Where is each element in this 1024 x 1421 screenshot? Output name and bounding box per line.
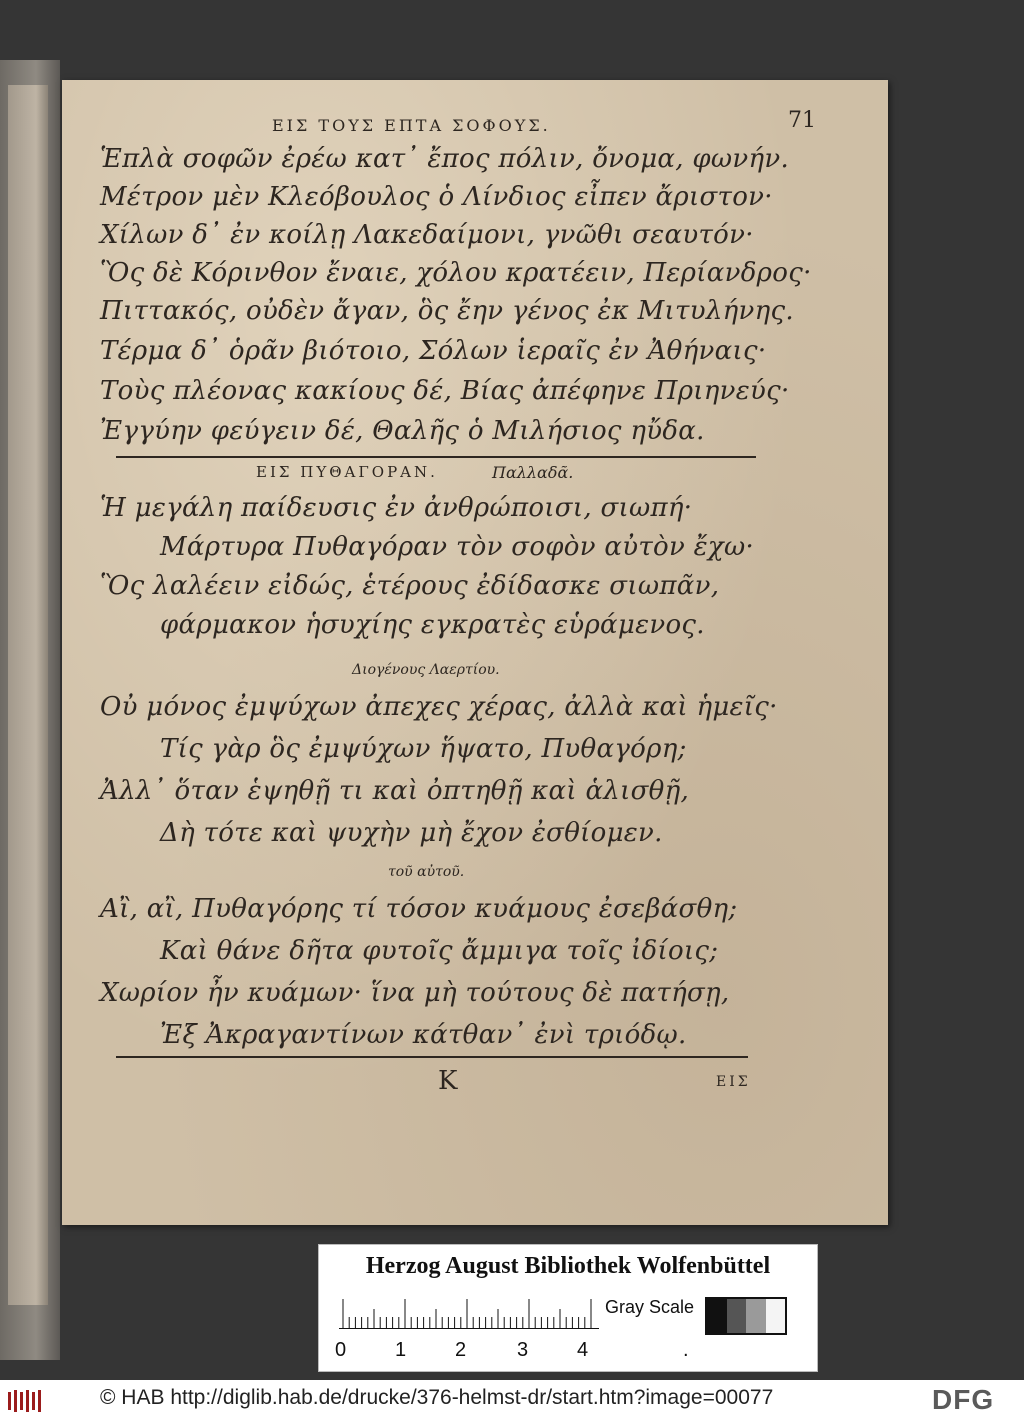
verse-line: Χίλων δ᾽ ἐν κοίλῃ Λακεδαίμονι, γνῶθι σεαυτόν·	[100, 220, 754, 250]
page-number: 71	[788, 108, 816, 133]
verse-line: Ἐξ Ἀκραγαντίνων κάτθαν᾽ ἐνὶ τριόδῳ.	[160, 1020, 687, 1050]
subsection-heading: Διογένους Λαερτίου.	[352, 662, 500, 678]
book-page	[62, 80, 888, 1225]
scale-number: 3	[517, 1339, 529, 1361]
footer-bar	[0, 1380, 1024, 1421]
gray-swatch	[727, 1299, 747, 1333]
verse-line: Πιττακός, οὐδὲν ἄγαν, ὃς ἔην γένος ἐκ Μιτυλήνης.	[100, 296, 794, 326]
gray-swatch	[707, 1299, 727, 1333]
verse-line: Ἀλλ᾽ ὅταν ἑψηθῇ τι καὶ ὀπτηθῇ καὶ ἁλισθῇ,	[100, 776, 690, 806]
gray-swatch	[746, 1299, 766, 1333]
ruler-scale	[339, 1293, 599, 1329]
dfg-logo: DFG	[932, 1384, 995, 1415]
verse-line: Αἲ, αἲ, Πυθαγόρης τί τόσον κυάμους ἐσεβάσθη;	[100, 894, 738, 924]
verse-line: Τοὺς πλέονας κακίους δέ, Βίας ἀπέφηνε Πριηνεύς·	[100, 376, 790, 406]
verse-line: Μέτρον μὲν Κλεόβουλος ὁ Λίνδιος εἶπεν ἄριστον·	[100, 182, 773, 212]
verse-line: Οὐ μόνος ἐμψύχων ἀπεχες χέρας, ἀλλὰ καὶ ἡμεῖς·	[100, 692, 778, 722]
verse-line: φάρμακον ἡσυχίης εγκρατὲς εὑράμενος.	[160, 610, 705, 640]
scale-number: 2	[455, 1339, 467, 1361]
verse-line: Μάρτυρα Πυθαγόραν τὸν σοφὸν αὐτὸν ἔχω·	[160, 532, 755, 562]
hab-logo-icon	[6, 1388, 46, 1414]
signature-mark: K	[438, 1066, 458, 1096]
gray-swatch	[766, 1299, 786, 1333]
verse-line: Ἡ μεγάλη παίδευσις ἐν ἀνθρώποισι, σιωπή·	[100, 493, 693, 523]
verse-line: Τίς γὰρ ὃς ἐμψύχων ἥψατο, Πυθαγόρη;	[160, 734, 687, 764]
gray-scale-label: Gray Scale	[605, 1297, 695, 1317]
verse-line: Καὶ θάνε δῆτα φυτοῖς ἄμμιγα τοῖς ἰδίοις;	[160, 936, 719, 966]
catchword: ΕΙΣ	[716, 1074, 751, 1090]
verse-line: Δὴ τότε καὶ ψυχὴν μὴ ἔχον ἐσθίομεν.	[160, 818, 663, 848]
verse-line: Τέρμα δ᾽ ὁρᾶν βιότοιο, Σόλων ἱεραῖς ἐν Ἀθήναις·	[100, 336, 767, 366]
scale-number: 1	[395, 1339, 407, 1361]
gray-scale-swatches	[705, 1297, 787, 1335]
verse-line: Ὃς λαλέειν εἰδώς, ἑτέρους ἐδίδασκε σιωπᾶν,	[100, 571, 720, 601]
previous-page-edge	[8, 85, 48, 1305]
verse-line: Ἑπλὰ σοφῶν ἐρέω κατ᾽ ἔπος πόλιν, ὄνομα, φωνήν.	[100, 144, 790, 174]
library-color-card	[318, 1244, 818, 1372]
section-author: Παλλαδᾶ.	[492, 463, 574, 482]
verse-line: Χωρίον ἦν κυάμων· ἵνα μὴ τούτους δὲ πατήσῃ,	[100, 978, 730, 1008]
running-head: ΕΙΣ ΤΟΥΣ ΕΠΤΑ ΣΟΦΟΥΣ.	[272, 116, 551, 135]
copyright-url: © HAB http://diglib.hab.de/drucke/376-helmst-dr/start.htm?image=00077	[100, 1386, 774, 1409]
section-heading: ΕΙΣ ΠΥΘΑΓΟΡΑΝ.	[256, 463, 438, 481]
scale-number: .	[683, 1339, 689, 1361]
scale-number: 4	[577, 1339, 589, 1361]
verse-line: Ὃς δὲ Κόρινθον ἔναιε, χόλου κρατέειν, Περίανδρος·	[100, 258, 812, 288]
scale-number: 0	[335, 1339, 347, 1361]
section-rule	[116, 456, 756, 458]
section-rule	[116, 1056, 748, 1058]
verse-line: Ἐγγύην φεύγειν δέ, Θαλῆς ὁ Μιλήσιος ηὔδα.	[100, 416, 705, 446]
subsection-heading: τοῦ αὐτοῦ.	[388, 864, 465, 880]
library-name: Herzog August Bibliothek Wolfenbüttel	[365, 1253, 771, 1279]
